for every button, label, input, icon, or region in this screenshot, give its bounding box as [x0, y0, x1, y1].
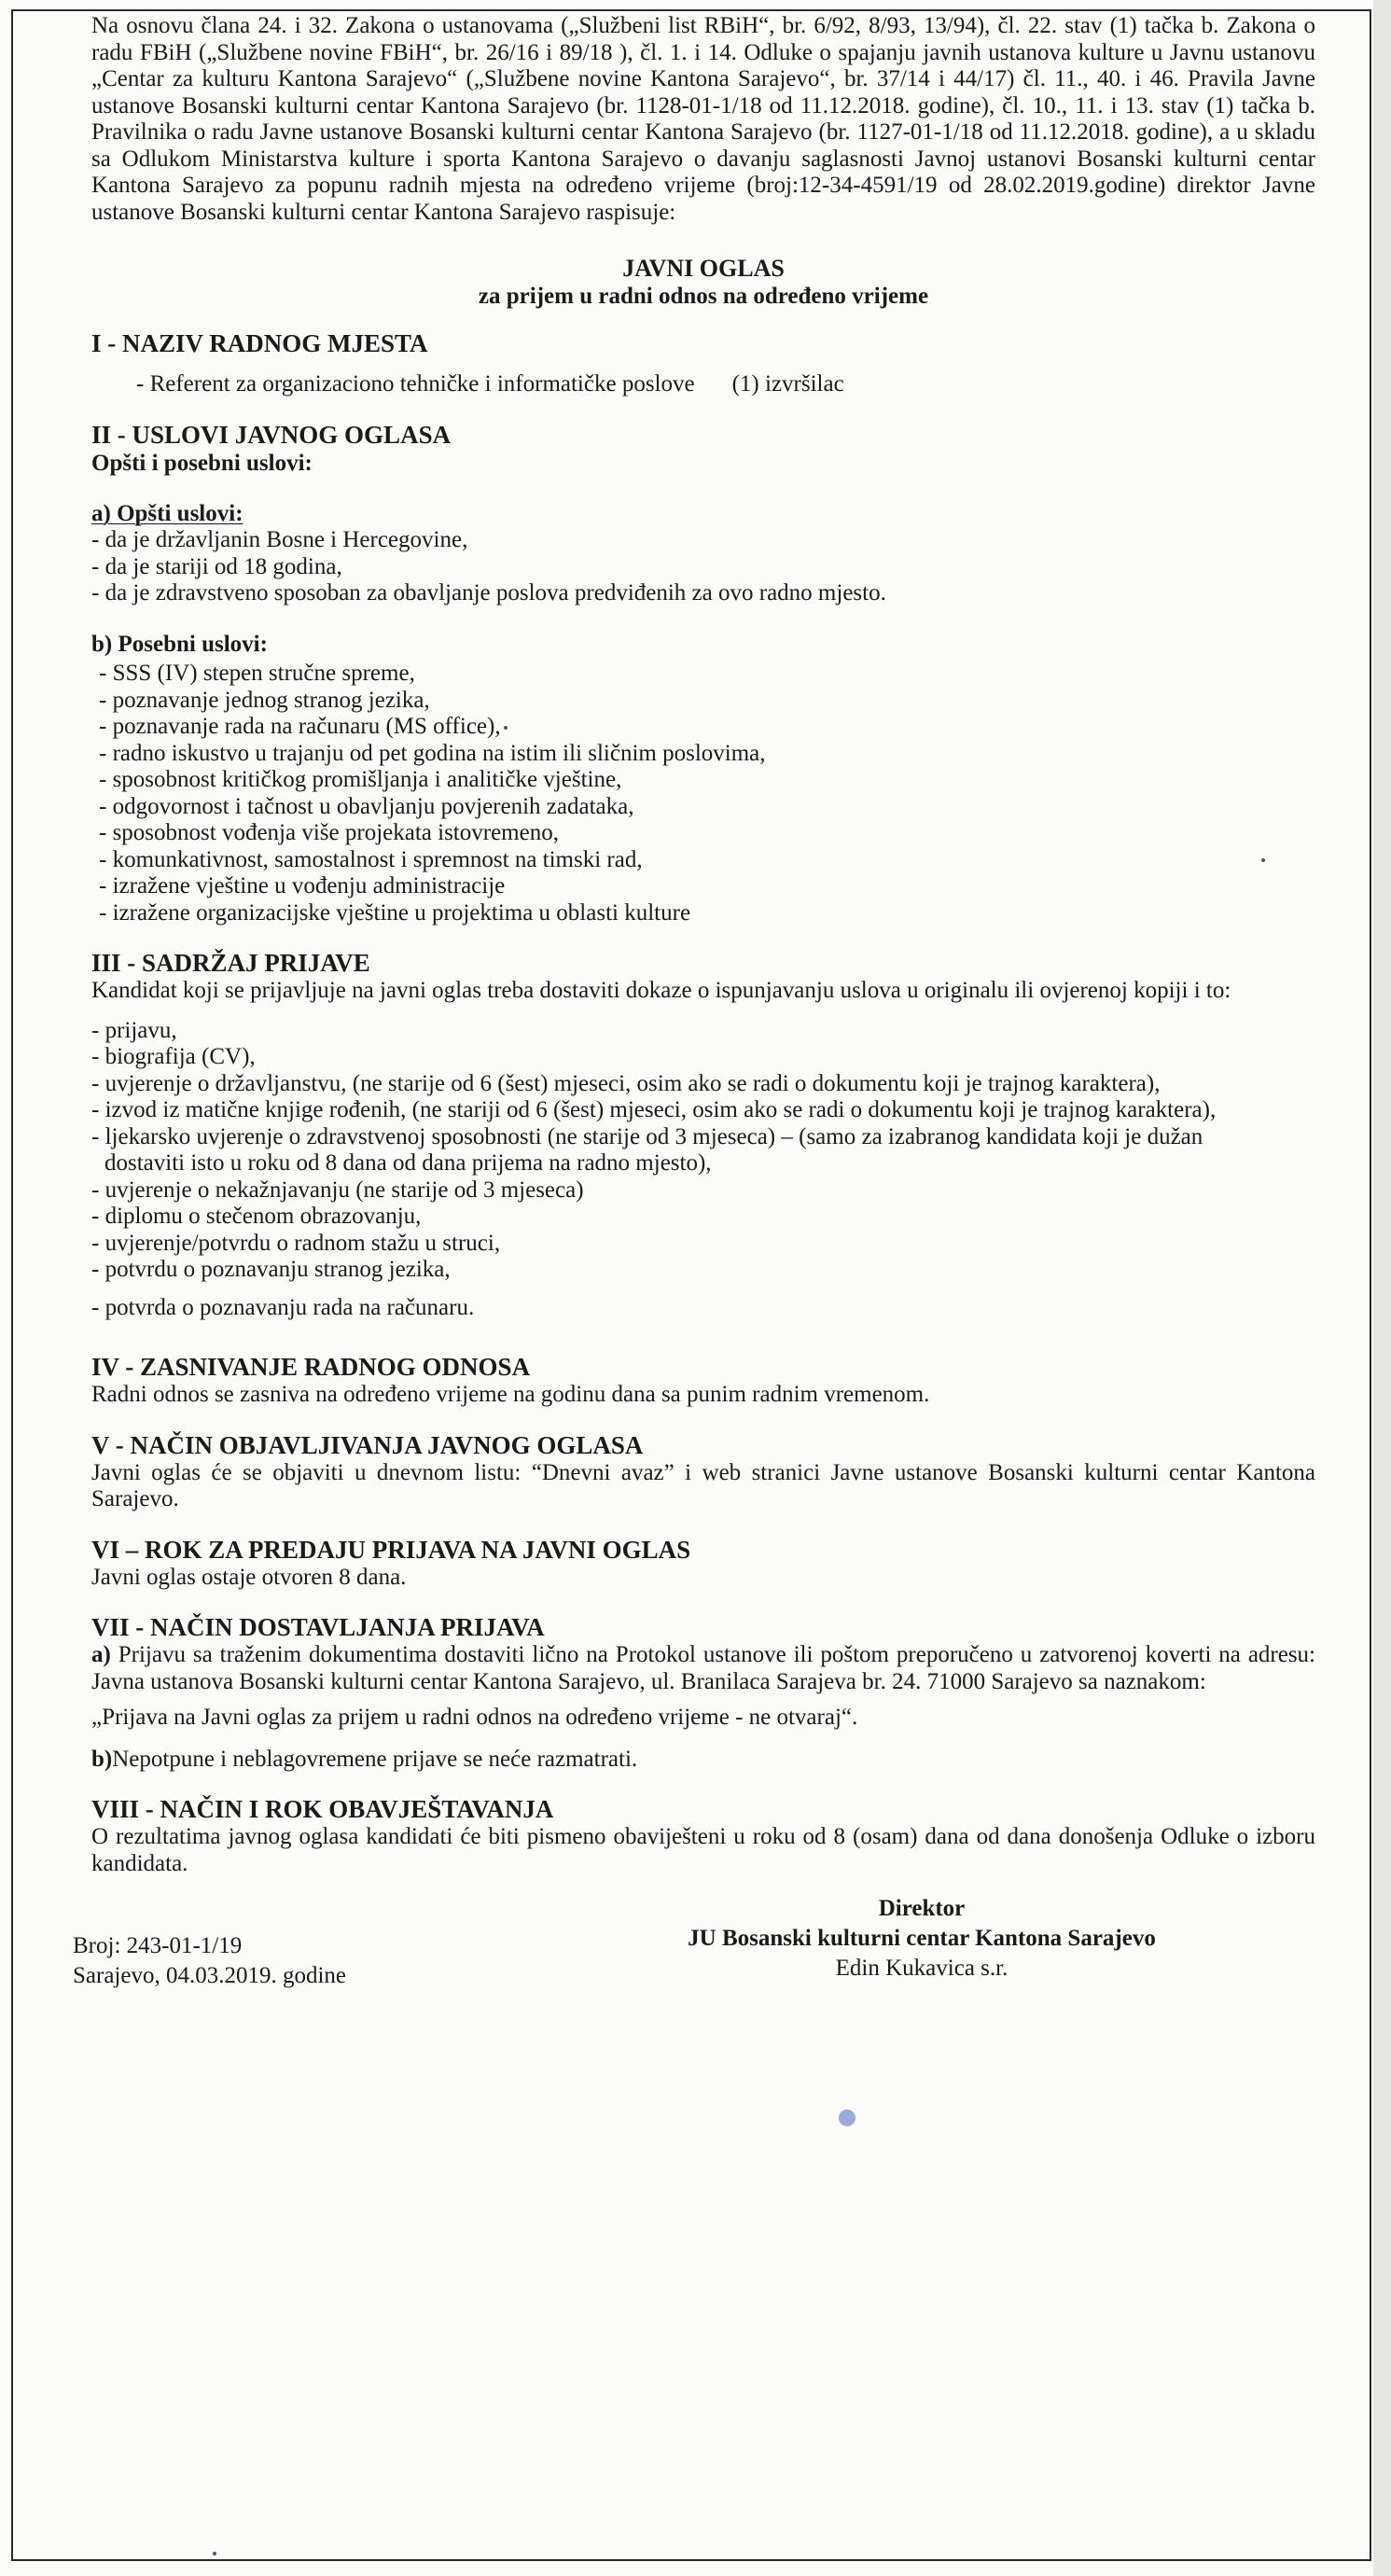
list-item: - radno iskustvo u trajanju od pet godina na istim ili sličnim poslovima,	[99, 741, 1315, 768]
reference-number: Broj: 243-01-1/19	[73, 1933, 243, 1958]
publication-text: Javni oglas će se objaviti u dnevnom listu: “Dnevni avaz” i web stranici Javne ustanove Bosanski kulturni centar Kantona Sarajevo.	[91, 1459, 1315, 1511]
list-item: - uvjerenje o državljanstvu, (ne starije od 6 (šest) mjeseci, osim ako se radi o dokumentu koji je trajnog karaktera),	[91, 1071, 1192, 1098]
list-item: - izražene vještine u vođenju administracije	[99, 873, 1315, 900]
list-item: - sposobnost kritičkog promišljanja i analitičke vještine,	[99, 767, 1315, 794]
section-heading: V - NAČIN OBJAVLJIVANJA JAVNOG OGLASA	[91, 1430, 644, 1459]
intro-paragraph: Na osnovu člana 24. i 32. Zakona o ustanovama („Službeni list RBiH“, br. 6/92, 8/93, 13/94), čl. 22. stav (1) tačka b. Zakona o radu FBiH („Službene novine FBiH“, br. 26/16 i 89/18 ), čl. 1. i 14. Odluke o spajanju javnih ustanova kulture u Javnu ustanovu „Centar za kulturu Kantona Sarajevo“ („Službene novine Kantona Sarajevo“, br. 37/14 i 44/17) čl. 11., 40. i 46. Pravila Javne ustanove Bosanski kulturni centar Kantona Sarajevo (br. 1128-01-1/18 od 11.12.2018. godine), čl. 10., 11. i 13. stav (1) tačka b. Pravilnika o radu Javne ustanove Bosanski kulturni centar Kantona Sarajevo (br. 1127-01-1/18 od 11.12.2018. godine), a u skladu sa Odlukom Ministarstva kulture i sporta Kantona Sarajevo o davanju saglasnosti Javnoj ustanovi Bosanski kulturni centar Kantona Sarajevo za popunu radnih mjesta na određeno vrijeme (broj:12-34-4591/19 od 28.02.2019.godine) direktor Javne ustanove Bosanski kulturni centar Kantona Sarajevo raspisuje:	[91, 13, 1315, 225]
section-heading: IV - ZASNIVANJE RADNOG ODNOSA	[91, 1353, 531, 1381]
signature-block	[73, 1894, 1315, 2006]
list-item: - uvjerenje o nekažnjavanju (ne starije od 3 mjeseca)	[91, 1177, 1248, 1204]
submission-text	[91, 1642, 1315, 1695]
section-publication	[91, 1431, 1315, 1513]
section-submission	[91, 1613, 1315, 1773]
section-heading: I - NAZIV RADNOG MJESTA	[91, 329, 428, 357]
list-item: - ljekarsko uvjerenje o zdravstvenoj sposobnosti (ne starije od 3 mjeseca) – (samo za izabranog kandidata koji je dužan dostaviti isto u roku od 8 dana od dana prijema na radno mjesto),	[91, 1124, 1248, 1177]
list-item: - poznavanje jednog stranog jezika,	[99, 688, 1315, 715]
special-conditions-title: b) Posebni uslovi:	[91, 631, 268, 657]
list-item: - uvjerenje/potvrdu o radnom stažu u struci,	[91, 1231, 1248, 1258]
section-heading: VII - NAČIN DOSTAVLJANJA PRIJAVA	[91, 1613, 545, 1641]
title-line-1: JAVNI OGLAS	[622, 255, 785, 282]
list-item: - sposobnost vođenja više projekata istovremeno,	[99, 820, 1315, 847]
incomplete-text: Nepotpune i neblagovremene prijave se neće razmatrati.	[112, 1746, 638, 1772]
general-conditions-list	[91, 527, 1315, 607]
conditions-subheading: Opšti i posebni uslovi:	[91, 450, 313, 476]
section-heading: II - USLOVI JAVNOG OGLASA	[91, 420, 452, 449]
section-notification	[91, 1795, 1315, 1877]
deadline-text: Javni oglas ostaje otvoren 8 dana.	[91, 1564, 407, 1590]
section-employment	[91, 1353, 1315, 1409]
special-conditions-list	[91, 661, 1315, 926]
item-label: a)	[91, 1642, 111, 1667]
application-intro: Kandidat koji se prijavljuje na javni oglas treba dostaviti dokaze o ispunjavanju uslova u originalu ili ovjerenoj kopiji i to:	[91, 978, 1231, 1003]
scan-edge-strip	[1373, 0, 1391, 2576]
list-item: - komunkativnost, samostalnost i spremnost na timski rad,	[99, 847, 1315, 874]
section-heading: VIII - NAČIN I ROK OBAVJEŠTAVANJA	[91, 1795, 554, 1823]
section-heading: III - SADRŽAJ PRIJAVE	[91, 949, 370, 977]
general-conditions-title: a) Opšti uslovi:	[91, 500, 243, 526]
list-item: - poznavanje rada na računaru (MS office),	[99, 714, 1315, 741]
section-deadline	[91, 1536, 1315, 1592]
section-conditions	[91, 421, 1315, 927]
list-item: - odgovornost i tačnost u obavljanju povjerenih zadataka,	[99, 794, 1315, 821]
document-content	[73, 13, 1316, 2006]
list-item: - izražene organizacijske vještine u projektima u oblasti kulture	[99, 900, 1315, 927]
list-item: - da je zdravstveno sposoban za obavljanje poslova predviđenih za ovo radno mjesto.	[91, 580, 1315, 607]
position-line	[136, 371, 1315, 398]
signatory-role: Direktor	[878, 1896, 966, 1921]
item-label: b)	[91, 1746, 113, 1772]
list-item: - potvrdu o poznavanju stranog jezika,	[91, 1257, 1248, 1284]
submission-instructions: Prijavu sa traženim dokumentima dostaviti lično na Protokol ustanove ili poštom preporučeno u zatvorenoj koverti na adresu: Javna ustanova Bosanski kulturni centar Kantona Sarajevo, ul. Branilaca Sarajeva br. 24. 71000 Sarajevo sa naznakom:	[91, 1642, 1316, 1694]
list-item: - biografija (CV),	[91, 1044, 1248, 1071]
reference-info	[73, 1931, 346, 1991]
list-item: - izvod iz matične knjige rođenih, (ne stariji od 6 (šest) mjeseci, osim ako se radi o dokumentu koji je trajnog karaktera),	[91, 1097, 1248, 1124]
position-executors: (1) izvršilac	[731, 371, 844, 397]
section-heading: VI – ROK ZA PREDAJU PRIJAVA NA JAVNI OGLAS	[91, 1535, 691, 1564]
signatory-name: Edin Kukavica s.r.	[835, 1956, 1008, 1981]
list-item: - SSS (IV) stepen stručne spreme,	[99, 661, 1315, 688]
notification-text: O rezultatima javnog oglasa kandidati će biti pismeno obaviješteni u roku od 8 (osam) dana od dana donošenja Odluke o izboru kandidata.	[91, 1824, 1315, 1876]
required-documents-list	[91, 1018, 1248, 1322]
list-item: - potvrda o poznavanju rada na računaru.	[91, 1295, 1248, 1322]
employment-text: Radni odnos se zasniva na određeno vrijeme na godinu dana sa punim radnim vremenom.	[91, 1382, 930, 1407]
announcement-title	[91, 254, 1315, 311]
signatory	[642, 1894, 1202, 1984]
section-application-content	[91, 949, 1315, 1321]
place-date: Sarajevo, 04.03.2019. godine	[73, 1963, 347, 1988]
ink-dot-mark	[839, 2110, 855, 2126]
section-position	[91, 329, 1315, 398]
envelope-notation: „Prijava na Javni oglas za prijem u radni odnos na određeno vrijeme - ne otvaraj“.	[91, 1705, 858, 1730]
list-item: - da je državljanin Bosne i Hercegovine,	[91, 527, 1315, 554]
position-title: - Referent za organizaciono tehničke i informatičke poslove	[136, 371, 695, 397]
title-line-2: za prijem u radni odnos na određeno vrijeme	[478, 284, 929, 309]
speck-mark	[213, 2552, 216, 2555]
list-item: - da je stariji od 18 godina,	[91, 554, 1315, 581]
signatory-institution: JU Bosanski kulturni centar Kantona Sarajevo	[688, 1926, 1156, 1951]
incomplete-notice	[91, 1747, 1315, 1774]
list-item: - diplomu o stečenom obrazovanju,	[91, 1204, 1248, 1231]
list-item: - prijavu,	[91, 1018, 1248, 1045]
